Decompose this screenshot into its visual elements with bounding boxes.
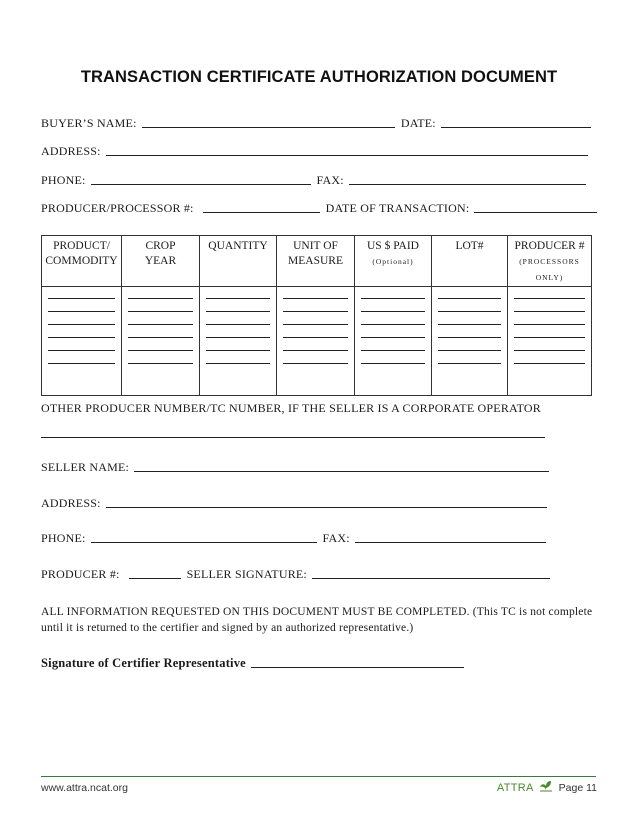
seller-producer-row [41,568,550,581]
lot-entry-cell[interactable] [432,287,508,396]
buyer-phone-row [41,174,586,187]
processors-only-note: (PROCESSORS ONLY) [519,257,580,282]
transaction-table [41,235,592,396]
producer-entry-cell[interactable] [508,287,592,396]
certifier-signature-label: Signature of Certifier Representative [41,656,246,670]
entry-line[interactable] [438,324,501,325]
entry-line[interactable] [361,337,425,338]
seller-name-row [41,461,549,474]
seller-phone-label: PHONE: [41,531,86,545]
entry-line[interactable] [283,363,348,364]
entry-line[interactable] [128,363,193,364]
buyer-name-field[interactable] [142,127,395,128]
entry-line[interactable] [48,298,115,299]
buyer-address-field[interactable] [106,155,588,156]
certifier-signature-field[interactable] [251,667,464,668]
date-field[interactable] [441,127,591,128]
seller-name-label: SELLER NAME: [41,460,130,474]
col-product-commodity: PRODUCT/ COMMODITY [42,236,122,287]
buyer-name-label: BUYER’S NAME: [41,116,137,130]
completion-notice: ALL INFORMATION REQUESTED ON THIS DOCUMENT MUST BE COMPLETED. (This TC is not complete until it is returned to the certifier and signed by an authorized representative.) [41,606,593,634]
other-producer-field[interactable] [41,437,545,438]
col-unit-of-measure: UNIT OF MEASURE [277,236,355,287]
entry-line[interactable] [206,298,270,299]
seller-signature-field[interactable] [312,578,550,579]
buyer-fax-field[interactable] [349,184,586,185]
entry-line[interactable] [48,324,115,325]
entry-line[interactable] [438,350,501,351]
entry-line[interactable] [128,324,193,325]
entry-line[interactable] [514,298,585,299]
paid-entry-cell[interactable] [355,287,432,396]
entry-line[interactable] [283,298,348,299]
col-lot: LOT# [432,236,508,287]
entry-line[interactable] [128,337,193,338]
buyer-address-row [41,145,588,158]
seller-fax-label: FAX: [322,531,350,545]
col-producer-number: PRODUCER # (PROCESSORS ONLY) [508,236,592,287]
crop-year-entry-cell[interactable] [122,287,200,396]
seller-phone-row [41,532,546,545]
certifier-signature-row [41,657,464,670]
optional-note: (Optional) [372,257,414,266]
seller-name-field[interactable] [134,471,549,472]
entry-line[interactable] [128,350,193,351]
entry-line[interactable] [438,337,501,338]
buyer-address-label: ADDRESS: [41,144,101,158]
entry-line[interactable] [361,363,425,364]
entry-line[interactable] [206,311,270,312]
seller-producer-field[interactable] [129,578,181,579]
seller-address-label: ADDRESS: [41,496,101,510]
seller-fax-field[interactable] [355,542,546,543]
entry-line[interactable] [361,324,425,325]
entry-line[interactable] [514,337,585,338]
producer-processor-field[interactable] [203,212,320,213]
entry-line[interactable] [361,298,425,299]
buyer-phone-label: PHONE: [41,173,86,187]
producer-processor-label: PRODUCER/PROCESSOR #: [41,201,194,215]
entry-line[interactable] [48,311,115,312]
entry-line[interactable] [283,337,348,338]
entry-line[interactable] [206,363,270,364]
unit-entry-cell[interactable] [277,287,355,396]
entry-line[interactable] [514,311,585,312]
buyer-fax-label: FAX: [316,173,344,187]
date-label: DATE: [400,116,436,130]
entry-line[interactable] [361,350,425,351]
entry-line[interactable] [128,311,193,312]
col-us-paid: US $ PAID (Optional) [355,236,432,287]
entry-line[interactable] [514,363,585,364]
entry-line[interactable] [48,363,115,364]
entry-line[interactable] [48,337,115,338]
attra-brand: ATTRA [496,781,534,794]
seller-phone-field[interactable] [91,542,317,543]
table-body-row [42,287,592,396]
entry-line[interactable] [514,324,585,325]
entry-line[interactable] [206,324,270,325]
transaction-date-field[interactable] [474,212,597,213]
entry-line[interactable] [361,311,425,312]
entry-line[interactable] [206,337,270,338]
other-producer-row [41,402,546,415]
page-number: Page 11 [558,781,597,794]
entry-line[interactable] [283,350,348,351]
seller-signature-label: SELLER SIGNATURE: [186,567,307,581]
buyer-name-row [41,117,591,130]
seller-address-row [41,497,547,510]
entry-line[interactable] [48,350,115,351]
entry-line[interactable] [438,311,501,312]
footer-branding [497,780,597,795]
producer-processor-row [41,202,597,215]
entry-line[interactable] [438,363,501,364]
leaf-icon [539,780,553,795]
seller-producer-label: PRODUCER #: [41,567,120,581]
table-header-row [42,236,592,287]
entry-line[interactable] [128,298,193,299]
entry-line[interactable] [283,311,348,312]
entry-line[interactable] [514,350,585,351]
transaction-date-label: DATE OF TRANSACTION: [325,201,470,215]
footer-divider [41,776,596,777]
buyer-phone-field[interactable] [91,184,311,185]
product-entry-cell[interactable] [42,287,122,396]
col-quantity: QUANTITY [200,236,277,287]
col-crop-year: CROP YEAR [122,236,200,287]
entry-line[interactable] [283,324,348,325]
entry-line[interactable] [206,350,270,351]
other-producer-label: OTHER PRODUCER NUMBER/TC NUMBER, IF THE SELLER IS A CORPORATE OPERATOR [41,401,541,415]
seller-address-field[interactable] [106,507,547,508]
page-title: TRANSACTION CERTIFICATE AUTHORIZATION DOCUMENT [80,68,558,86]
footer-url[interactable]: www.attra.ncat.org [41,782,128,794]
entry-line[interactable] [438,298,501,299]
quantity-entry-cell[interactable] [200,287,277,396]
